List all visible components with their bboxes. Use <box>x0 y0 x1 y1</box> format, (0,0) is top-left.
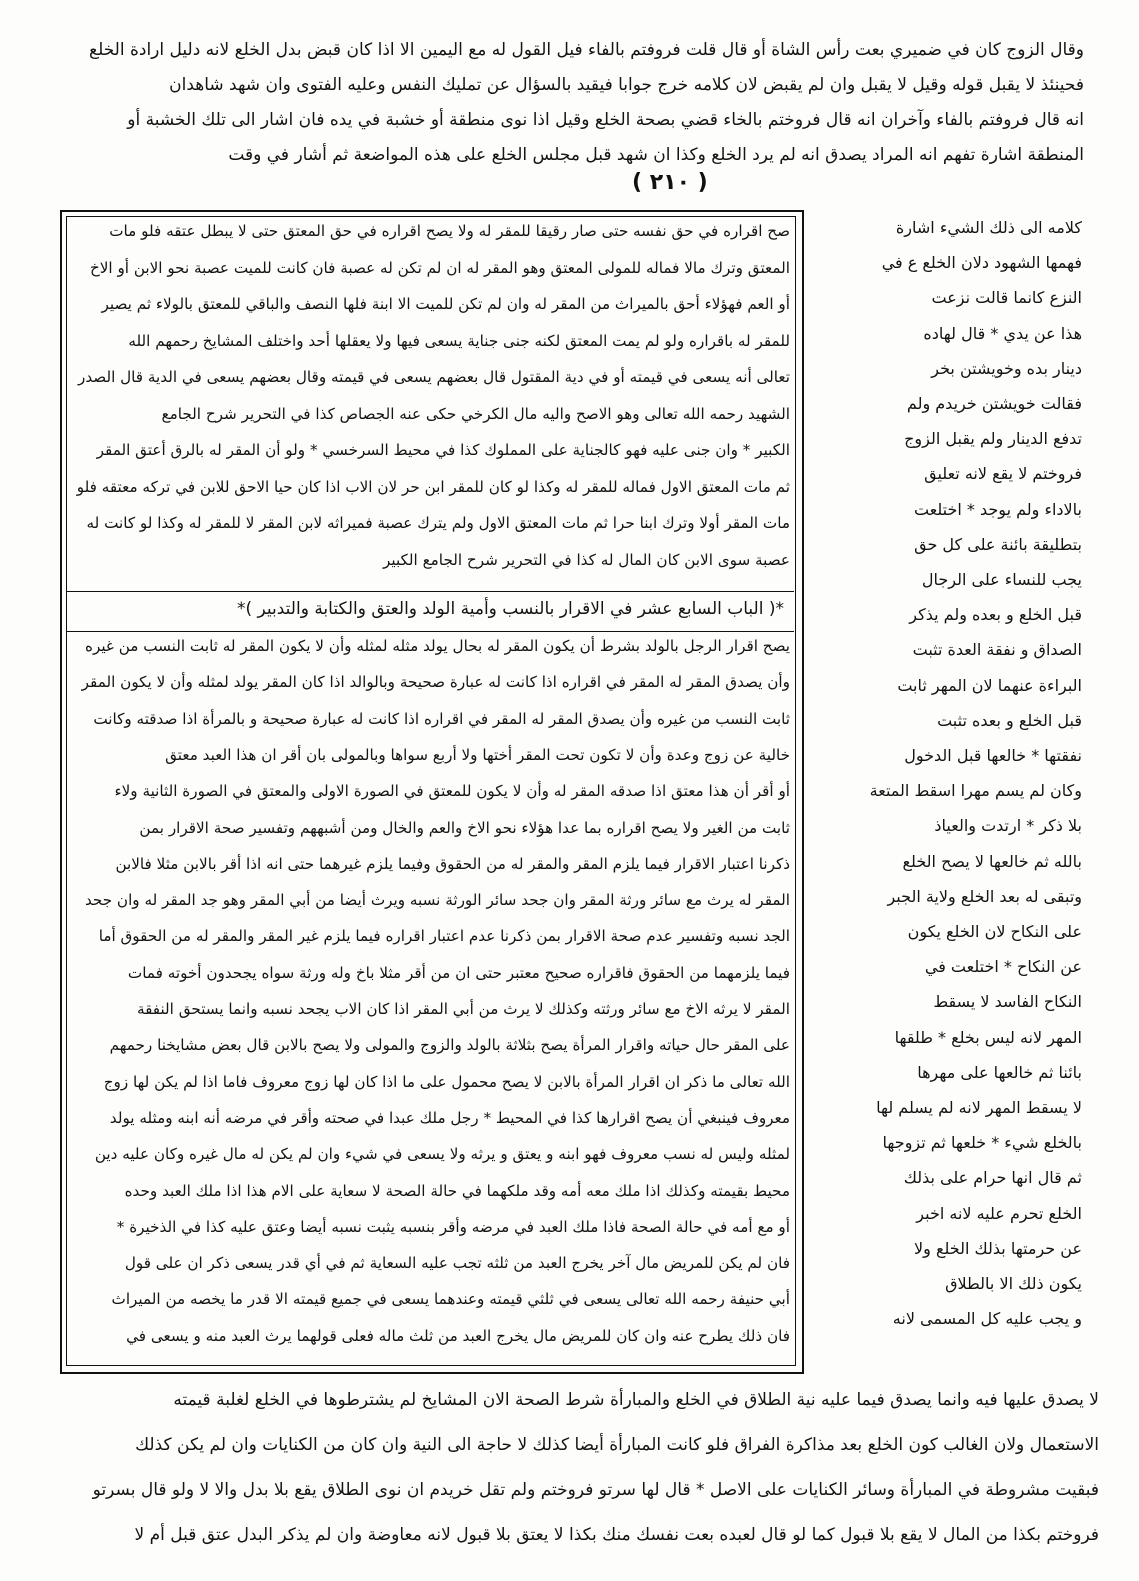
page-number: ( ٢١٠ ) <box>632 170 708 195</box>
text-line: وأن يصدق المقر له المقر في اقراره اذا كانت له عبارة صحيحة وبالوالد اذا كان المقر يولد لمثله وأن لا يكون المقر <box>81 673 790 692</box>
margin-line: المهر لانه ليس بخلع * طلقها <box>894 1027 1082 1047</box>
margin-line: يكون ذلك الا بالطلاق <box>945 1274 1082 1293</box>
margin-line: الخلع تحرم عليه لانه اخبر <box>916 1203 1082 1223</box>
text-line: الله تعالى ما ذكر ان اقرار المرأة بالابن لا يصح محمول على ما اذا كان لها زوج معروف فاما اذا لم يكن لها زوج <box>103 1072 790 1091</box>
margin-line: النزع كانما قالت نزعت <box>931 288 1082 308</box>
text-line: الشهيد رحمه الله تعالى وهو الاصح واليه مال الكرخي حكى عنه الجصاص كذا في التحرير شرح الجامع <box>161 404 790 423</box>
text-line: فبقيت مشروطة في المبارأة وسائر الكنايات على الاصل * قال لها سرتو فروختم ولم تقل خريدم ان نوى الطلاق يقع بلا بدل والا لا ولو قال بسرتو <box>92 1480 1099 1500</box>
text-line: خالية عن زوج وعدة وأن لا تكون تحت المقر أختها ولا أربع سواها وبالمولى بان أقر ان هذا العبد معتق <box>165 745 790 764</box>
text-line: المقر له يرث مع سائر ورثة المقر وان جحد سائر الورثة نسبه ويرث أيضا من أبي المقر وهو جد المقر له وان جحد <box>84 891 790 910</box>
text-line: انه قال فروفتم بالفاء وآخران انه قال فروختم بالخاء قضي بصحة الخلع وقيل اذا نوى منطقة أو خشبة في يده فان اشار الى تلك الخشبة أو <box>127 110 1084 130</box>
text-line: ذكرنا اعتبار الاقرار فيما يلزم المقر والمقر له من الحقوق وفيما يلزم غيرهما حتى انه اذا أقر بالابن مثلا فالابن <box>115 854 790 873</box>
text-line: وقال الزوج كان في ضميري بعت رأس الشاة أو قال قلت فروفتم بالفاء فيل القول له مع اليمين الا اذا كان قبض بدل الخلع لانه دليل ارادة الخلع <box>89 40 1084 60</box>
text-line: للمقر له باقراره ولو لم يمت المعتق لكنه جنى جناية يسعى فيها ولا يعقلها أحد واختلف المشايخ رحمهم الله <box>128 331 790 350</box>
text-line: محيط بقيمته وكذلك اذا ملك معه أمه وقد ملكهما في حالة الصحة لا سعاية على الام هذا اذا ملك العبد وحده <box>124 1181 790 1200</box>
margin-line: كلامه الى ذلك الشيء اشارة <box>895 218 1082 237</box>
margin-line: قبل الخلع و بعده ولم يذكر <box>909 605 1082 625</box>
text-line: مات المقر أولا وترك ابنا حرا ثم مات المعتق الاول ولم يترك عصبة فميراثه لابن المقر لا للمقر له وكذا لو كانت له <box>86 514 790 532</box>
text-line: عصبة سوى الابن كان المال له كذا في التحرير شرح الجامع الكبير <box>382 550 790 569</box>
text-line: فيما يلزمهما من الحقوق فاقراره صحيح معتبر حتى ان من أقر مثلا باخ وله ورثة سواه يجحدون أخوته فمات <box>127 963 790 982</box>
text-line: ثم مات المعتق الاول فماله للمقر له وكذا لو كان للمقر ابن حر لان الاب اذا كان حيا الاحق للابن في تركه معتقه فلو <box>76 477 790 496</box>
margin-line: دينار بده وخويشتن بخر <box>931 358 1082 378</box>
margin-line: النكاح الفاسد لا يسقط <box>933 992 1082 1012</box>
margin-line: وكان لم يسم مهرا اسقط المتعة <box>869 781 1082 801</box>
margin-line: نفقتها * خالعها قبل الدخول <box>904 746 1082 765</box>
heading-rule-bottom <box>66 631 794 632</box>
text-line: أو مع أمه في حالة الصحة فاذا ملك العبد في مرضه وأقر بنسبه يثبت نسبه أيضا وعتق عليه كذا في الذخيرة * <box>116 1217 790 1236</box>
margin-line: بالله ثم خالعها لا يصح الخلع <box>902 851 1082 871</box>
text-line: على المقر حال حياته واقرار المرأة يصح بثلاثة بالولد والزوج والمولى ولا يصح بالابن قال بعض مشايخنا رحمهم <box>109 1036 790 1055</box>
margin-line: فهمها الشهود دلان الخلع ع في <box>881 253 1082 273</box>
margin-line: فقالت خويشتن خريدم ولم <box>906 394 1082 413</box>
chapter-heading: *( الباب السابع عشر في الاقرار بالنسب وأمية الولد والعتق والكتابة والتدبير )* <box>236 599 784 619</box>
text-line: تعالى أنه يسعى في قيمته أو في دية المقتول قال بعضهم يسعى في قيمته وقال بعضهم يسعى في الدية قال الصدر <box>77 368 790 386</box>
text-line: لمثله وليس له نسب معروف فهو ابنه و يعتق و يرثه ولا يسعى في شيء وان لم يكن له مال غيره وكان عليه دين <box>94 1145 790 1164</box>
text-line: فحينئذ لا يقبل قوله وقيل لا يقبل وان لم يقبض لان كلامه خرج جوابا فيقيد بالسؤال عن تمليك النفس وعليه الفتوى وان شهد شاهدان <box>169 75 1084 95</box>
heading-rule-top <box>66 591 794 592</box>
margin-line: قبل الخلع و بعده تثبت <box>937 710 1082 730</box>
margin-line: ثم قال انها حرام على بذلك <box>903 1168 1082 1188</box>
text-line: أبي حنيفة رحمه الله تعالى يسعى في ثلثي قيمته وعندهما يسعى في جميع قيمته الا قدر ما يخصه من الميراث <box>111 1290 790 1309</box>
text-line: المعتق وترك مالا فماله للمولى المعتق وهو المقر له ان لم تكن له عصبة فان كانت للميت عصبة نحو الابن أو الاخ <box>89 258 790 277</box>
margin-line: على النكاح لان الخلع يكون <box>907 922 1082 941</box>
margin-line: بالخلع شيء * خلعها ثم تزوجها <box>882 1133 1082 1153</box>
margin-line: يجب للنساء على الرجال <box>921 570 1082 589</box>
margin-line: بائنا ثم خالعها على مهرها <box>917 1062 1082 1082</box>
text-line: أو أقر أن هذا معتق اذا صدقه المقر له وأن لا يكون للمعتق في الصورة الاولى والمعتق في الصورة الثانية ولاء <box>114 782 790 801</box>
text-line: فروختم بكذا من المال لا يقع بلا قبول كما لو قال لعبده بعت نفسك منك بكذا لا يعتق بلا قبول لانه معاوضة وان لم يذكر البدل عتق قبل أم لا <box>134 1525 1099 1545</box>
margin-line: بتطليقة بائنة على كل حق <box>914 534 1082 554</box>
text-line: ثابت النسب من غيره وأن يصدق المقر له المقر في اقراره اذا كانت له عبارة صحيحة و بالمرأة اذا صدقته وكانت <box>93 709 790 728</box>
margin-line: بالاداء ولم يوجد * اختلعت <box>913 499 1082 519</box>
margin-line: وتبقى له بعد الخلع ولاية الجبر <box>887 886 1082 906</box>
margin-line: فروختم لا يقع لانه تعليق <box>924 464 1082 484</box>
text-line: المنطقة اشارة تفهم انه المراد يصدق انه لم يرد الخلع وكذا ان شهد قبل مجلس الخلع على هذه المواضعة ثم أشار في وقت <box>228 145 1084 165</box>
text-line: صح اقراره في حق نفسه حتى صار رقيقا للمقر له ولا يصح اقراره في حق المعتق حتى لا يبطل عتقه فلو مات <box>109 222 790 240</box>
text-line: معروف فينبغي أن يصح اقرارها كذا في المحيط * رجل ملك عبدا في صحته وأقر في مرضه أنه ابنه ومثله يولد <box>109 1108 790 1127</box>
text-line: الكبير * وان جنى عليه فهو كالجناية على المملوك كذا في محيط السرخسي * ولو أن المقر له بالرق أعتق المقر <box>96 441 790 459</box>
margin-line: بلا ذكر * ارتدت والعياذ <box>934 816 1082 836</box>
margin-line: لا يسقط المهر لانه لم يسلم لها <box>876 1098 1082 1117</box>
margin-line: هذا عن يدي * قال لهاده <box>923 323 1082 343</box>
text-line: فان ذلك يطرح عنه وان كان للمريض مال يخرج العبد من ثلث ماله فعلى قولهما يرث العبد منه و يسعى في <box>126 1326 790 1345</box>
text-line: لا يصدق عليها فيه وانما يصدق فيما عليه نية الطلاق في الخلع والمبارأة شرط الصحة الان المشايخ لم يشترطوها في الخلع لغلبة قيمته <box>173 1390 1099 1410</box>
margin-line: و يجب عليه كل المسمى لانه <box>892 1309 1082 1329</box>
text-line: أو العم فهؤلاء أحق بالميراث من المقر له وان لم تكن للميت الا ابنة فلها النصف والباقي للمعتق بالولاء ثم يصير <box>101 295 790 313</box>
margin-line: عن حرمتها بذلك الخلع ولا <box>914 1238 1082 1258</box>
text-line: الجد نسبه وتفسير عدم صحة الاقرار بمن ذكرنا عدم اعتبار اقراره فيما يلزم غير المقر والمقر له من الحقوق أما <box>98 927 790 946</box>
margin-line: عن النكاح * اختلعت في <box>924 957 1082 977</box>
margin-line: تدفع الدينار ولم يقبل الزوج <box>904 429 1082 449</box>
text-line: فان لم يكن للمريض مال آخر يخرج العبد من ثلثه تجب عليه السعاية ثم في أي قدر يسعى ذكر ان على قول <box>124 1254 790 1273</box>
margin-line: الصداق و نفقة العدة تثبت <box>912 640 1082 660</box>
text-line: المقر لا يرثه الاخ مع سائر ورثته وكذلك لا يرث من أبي المقر اذا كان الاب يجحد نسبه وانما يستحق النفقة <box>136 1000 790 1018</box>
text-line: يصح اقرار الرجل بالولد بشرط أن يكون المقر له بحال يولد مثله لمثله وأن لا يكون المقر له ثابت النسب من غيره <box>85 637 790 655</box>
margin-line: البراءة عنهما لان المهر ثابت <box>897 675 1082 695</box>
text-line: الاستعمال ولان الغالب كون الخلع بعد مذاكرة الفراق فلو كانت المبارأة أيضا كذلك لا حاجة الى النية وان كان من الكنايات وان لم يكن كذلك <box>135 1435 1099 1455</box>
text-line: ثابت من الغير ولا يصح اقراره بما عدا هؤلاء نحو الاخ والعم والخال ومن أشبههم وتفسير صحة الاقرار بمن <box>139 818 790 837</box>
